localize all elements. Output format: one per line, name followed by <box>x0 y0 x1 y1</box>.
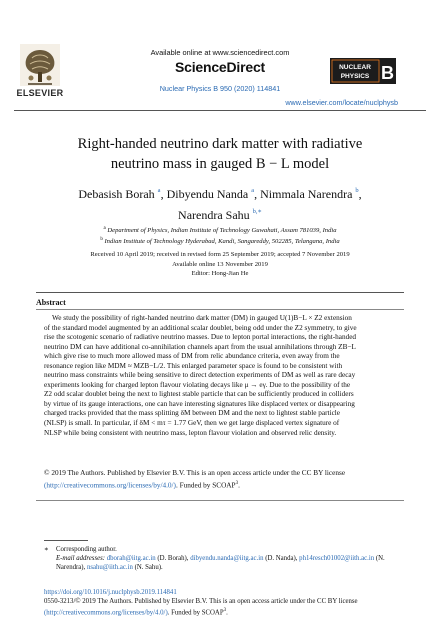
abstract-line: Z2 odd scalar doublet being the next to lightest stable particle that can be sufficiently produced in colliders <box>44 390 354 399</box>
author-name[interactable]: Narendra Sahu <box>178 208 250 222</box>
article-title <box>40 134 400 174</box>
affiliation-marker[interactable]: a <box>157 187 161 194</box>
bottom-license: (http://creativecommons.org/licenses/by/4.0/). Funded by SCOAP$^3$. <box>44 608 228 617</box>
email-link[interactable]: nsahu@iith.ac.in <box>86 564 133 571</box>
available-online-text: Available online at www.sciencedirect.com <box>150 48 290 57</box>
email-link[interactable]: dborah@iitg.ac.in <box>106 555 156 562</box>
corresponding-author-note: ∗ Corresponding author. <box>44 546 117 553</box>
affiliations <box>40 224 400 246</box>
sciencedirect-wordmark: ScienceDirect <box>174 59 265 75</box>
header-divider <box>14 110 426 111</box>
abstract-bottom-rule <box>36 500 404 501</box>
abstract-line: experiments looking for charged lepton flavour violating decays like μ → eγ. Due to the possibility of the <box>44 380 351 389</box>
journal-url-link[interactable]: www.elsevier.com/locate/nuclphysb <box>285 98 398 107</box>
cover-line2: PHYSICS <box>340 73 370 80</box>
abstract-line: neutrino mass constraints while being sensitive to direct detection experiments of DM as well as rare decay <box>44 371 356 380</box>
abstract-line: charged tracks provided that the mass splitting δM between DM and the next to lightest stable particle <box>44 409 341 418</box>
abstract-heading-rule <box>36 309 404 310</box>
article-history <box>40 250 400 279</box>
abstract-copyright: © 2019 The Authors. Published by Elsevier B.V. This is an open access article under the CC BY license (http://creativecommons.org/licenses/by/4.0/). Funded by SCOAP$^3$. <box>44 469 346 489</box>
abstract-body <box>44 314 396 438</box>
email-link[interactable]: dibyendu.nanda@iitg.ac.in <box>190 555 264 562</box>
abstract-top-rule <box>36 292 404 293</box>
issn-copyright: 0550-3213/© 2019 The Authors. Published by Elsevier B.V. This is an open access article under the CC BY license <box>44 598 358 605</box>
abstract-line: rise the scotogenic scenario of radiative neutrino masses. Due to lepton portal interactions, the right-handed <box>44 333 357 342</box>
copyright-text: © 2019 The Authors. Published by Elsevier B.V. This is an open access article under the CC BY license <box>44 469 346 477</box>
author-name[interactable]: Nimmala Narendra <box>260 187 353 201</box>
license-link[interactable]: (http://creativecommons.org/licenses/by/4.0/) <box>44 609 168 617</box>
doi-link[interactable]: https://doi.org/10.1016/j.nuclphysb.2019.114841 <box>44 589 177 596</box>
cover-letter: B <box>381 63 394 83</box>
editor-line: Editor: Hong-Jian He <box>191 270 249 277</box>
author-list: Debasish Borah $^a$, Dibyendu Nanda $^a$, Nimmala Narendra $^b$, Narendra Sahu $^{b,∗}$ <box>78 187 362 222</box>
affiliation-a: $^a$ Department of Physics, Indian Institute of Technology Guwahati, Assam 781039, India <box>103 226 337 234</box>
license-link[interactable]: (http://creativecommons.org/licenses/by/4.0/) <box>44 480 176 489</box>
abstract-line: resonance region like MDM ≈ MZB−L/2. This enlarged parameter space is found to be consistent with <box>44 361 343 370</box>
title-line2: neutrino mass in gauged B − L model <box>110 156 330 172</box>
affiliation-marker[interactable]: b,∗ <box>252 208 262 215</box>
nuclear-physics-b-cover-logo <box>330 58 396 84</box>
title-line1: Right-handed neutrino dark matter with radiative <box>77 136 363 152</box>
abstract-line: of the standard model augmented by an additional scalar doublet, being odd under the Z2 symmetry, to give <box>44 323 357 332</box>
footnote-rule <box>44 540 88 541</box>
affiliation-b: $^b$ Indian Institute of Technology Hyderabad, Kandi, Sangareddy, 502285, Telangana, India <box>100 237 340 245</box>
email-link[interactable]: ph14resch01002@iith.ac.in <box>299 555 375 562</box>
abstract-heading: Abstract <box>36 298 66 307</box>
author-name[interactable]: Dibyendu Nanda <box>166 187 249 201</box>
abstract-line: We study the possibility of right-handed neutrino dark matter (DM) in gauged U(1)B−L × Z2 extension <box>52 314 352 322</box>
affiliation-marker[interactable]: a <box>251 187 255 194</box>
cover-line1: NUCLEAR <box>339 64 371 71</box>
abstract-line: NLSP while being consistent with neutrino mass, lepton flavour violation and observed relic density. <box>44 428 337 437</box>
abstract-line: (NLSP) is small. In particular, if δM < mτ = 1.77 GeV, then we get large displaced vertex signature of <box>44 419 340 428</box>
abstract-line: which give rise to much more allowed mass of DM from relic abundance criteria, even away from the <box>44 352 340 361</box>
abstract-line: by virtue of its gauge interactions, one can have interesting signatures like displaced vertex or disappearing <box>44 399 355 408</box>
available-online-date: Available online 13 November 2019 <box>172 260 268 268</box>
abstract-line: neutrino DM can have additional co-annihilation channels apart from the usual annihilations through ZB−L <box>44 342 356 351</box>
affiliation-marker[interactable]: b <box>355 187 359 194</box>
author-name[interactable]: Debasish Borah <box>78 187 155 201</box>
journal-citation-link[interactable]: Nuclear Physics B 950 (2020) 114841 <box>159 84 281 93</box>
received-dates: Received 10 April 2019; received in revised form 25 September 2019; accepted 7 November 2019 <box>90 251 350 258</box>
email-addresses: E-mail addresses: dborah@iitg.ac.in (D. Borah), dibyendu.nanda@iitg.ac.in (D. Nanda), ph14resch01002@iith.ac.in (N. Narendra), nsahu@iith.ac.in (N. Sahu). <box>56 555 385 571</box>
publisher-name: ELSEVIER <box>16 88 64 98</box>
